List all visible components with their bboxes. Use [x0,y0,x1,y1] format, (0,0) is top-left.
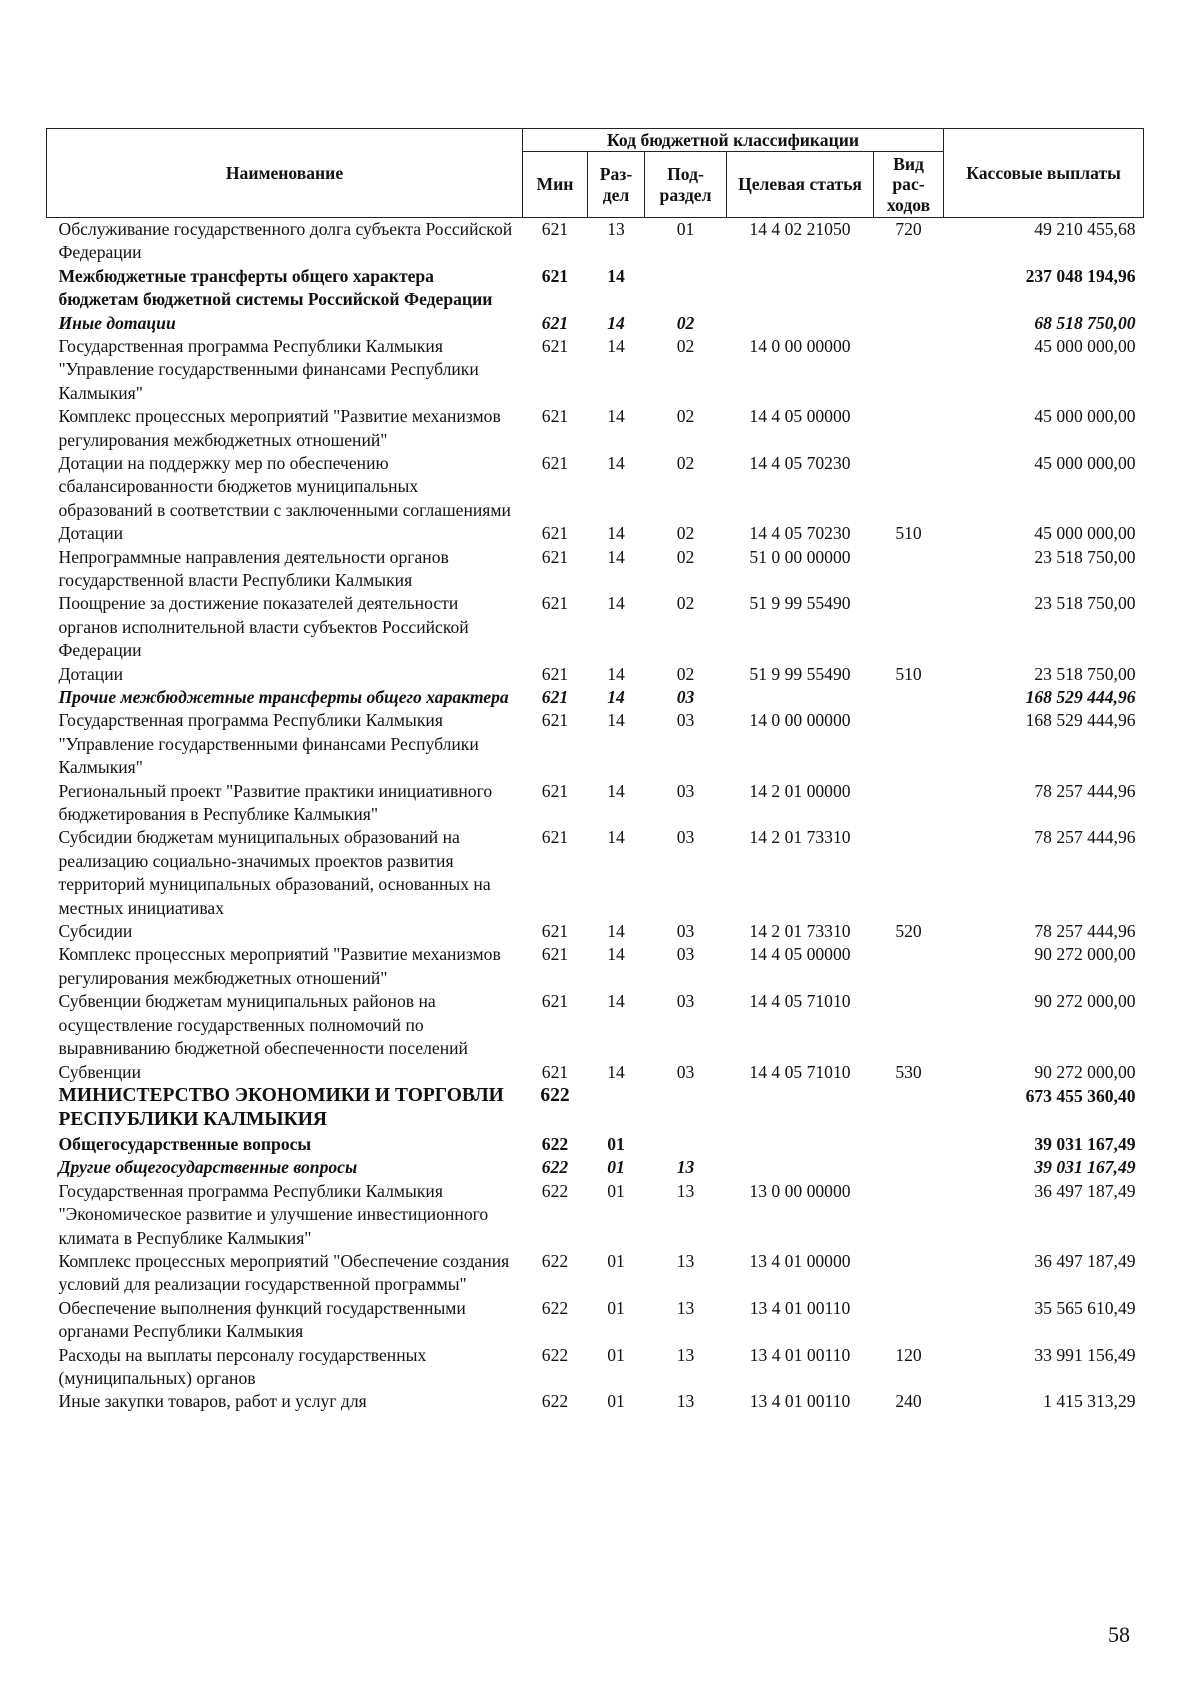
row-razdel: 13 [607,218,625,239]
row-target-article: 13 4 01 00000 [749,1250,851,1271]
header-classification-group: Код бюджетной классификации [523,129,944,152]
row-ministry-code: 621 [541,687,569,707]
row-razdel: 14 [607,944,625,965]
row-ministry-code: 622 [541,1391,569,1412]
row-name: Непрограммные направления деятельности органов государственной власти Республики Калмыкия [58,546,449,590]
row-ministry-code: 621 [541,312,569,333]
table-row [47,1180,1144,1250]
table-row [47,780,1144,827]
row-razdel: 14 [607,827,625,848]
row-expense-type [874,265,944,312]
row-podrazdel: 03 [676,921,695,942]
row-name: Комплекс процессных мероприятий "Развитие механизмов регулирования межбюджетных отношений" [58,406,501,450]
row-podrazdel: 03 [676,1061,695,1082]
row-target-article: 13 4 01 00110 [749,1391,851,1412]
row-ministry-code: 622 [541,1344,569,1365]
row-ministry-code: 622 [541,1250,569,1271]
header-razdel: Раз-дел [588,152,645,218]
row-podrazdel: 02 [676,593,695,614]
row-amount: 1 415 313,29 [1043,1391,1136,1412]
row-razdel: 14 [607,710,625,731]
row-ministry-code: 621 [541,452,569,473]
row-ministry-code: 622 [540,1084,570,1106]
row-ministry-code: 622 [541,1180,569,1201]
row-ministry-code: 621 [541,218,569,239]
header-min: Мин [523,152,588,218]
row-podrazdel: 03 [676,710,695,731]
row-ministry-code: 621 [541,523,569,544]
header-name: Наименование [47,129,523,218]
row-expense-type [874,780,944,827]
row-name: Обеспечение выполнения функций государственными органами Республики Калмыкия [58,1297,466,1342]
row-podrazdel: 02 [676,312,695,333]
row-expense-type [874,335,944,405]
table-row [47,1390,1144,1413]
row-name: Комплекс процессных мероприятий "Развитие механизмов регулирования межбюджетных отношений" [58,944,501,988]
row-amount: 45 000 000,00 [1034,452,1136,473]
row-ministry-code: 621 [541,265,569,286]
row-amount: 49 210 455,68 [1034,218,1136,239]
table-row [47,1344,1144,1391]
row-podrazdel: 13 [676,1297,695,1318]
row-expense-type [874,826,944,920]
row-podrazdel: 13 [676,1250,695,1271]
row-amount: 90 272 000,00 [1034,1061,1136,1082]
row-name: Поощрение за достижение показателей деятельности органов исполнительной власти субъектов Российской Федерации [58,593,469,661]
row-razdel: 01 [607,1133,625,1154]
table-row [47,1061,1144,1084]
row-name: Расходы на выплаты персоналу государственных (муниципальных) органов [58,1344,427,1388]
row-amount: 90 272 000,00 [1034,944,1136,965]
table-body [47,217,1144,1413]
row-podrazdel: 02 [676,546,695,567]
row-amount: 39 031 167,49 [1034,1133,1136,1154]
row-expense-type [874,312,944,335]
row-expense-type [874,686,944,709]
row-ministry-code: 622 [541,1297,569,1318]
row-ministry-code: 621 [541,827,569,848]
row-target-article: 51 9 99 55490 [749,593,851,614]
row-name: Межбюджетные трансферты общего характера бюджетам бюджетной системы Российской Федерации [58,265,493,310]
row-name: Государственная программа Республики Калмыкия "Управление государственными финансами Республики Калмыкия" [58,710,479,778]
row-amount: 35 565 610,49 [1034,1297,1136,1318]
row-razdel: 14 [607,687,625,707]
row-amount: 33 991 156,49 [1034,1344,1136,1365]
row-razdel: 01 [607,1297,625,1318]
header-target-article: Целевая статья [727,152,874,218]
row-amount: 673 455 360,40 [1025,1085,1136,1106]
row-podrazdel: 03 [676,827,695,848]
row-amount: 39 031 167,49 [1034,1157,1136,1178]
row-target-article [727,1084,874,1133]
row-amount: 23 518 750,00 [1034,546,1136,567]
table-row [47,709,1144,779]
row-amount: 78 257 444,96 [1034,921,1136,942]
row-expense-type [874,1084,944,1133]
table-row [47,312,1144,335]
row-name: Дотации на поддержку мер по обеспечению сбалансированности бюджетов муниципальных образований в соответствии с заключенными соглашениями [58,452,511,520]
row-amount: 68 518 750,00 [1034,312,1136,333]
row-name: Субсидии [58,921,133,942]
row-amount: 45 000 000,00 [1034,523,1136,544]
row-ministry-code: 621 [541,406,569,427]
row-expense-type [874,592,944,662]
table-row [47,335,1144,405]
row-target-article: 14 0 00 00000 [749,710,851,731]
row-target-article: 14 4 05 00000 [749,944,851,965]
row-amount: 237 048 194,96 [1025,265,1136,286]
row-ministry-code: 622 [541,1157,569,1178]
row-name: Общегосударственные вопросы [58,1133,312,1154]
budget-table [46,128,1144,1414]
row-ministry-code: 621 [541,991,569,1012]
row-name: Иные закупки товаров, работ и услуг для [58,1391,367,1412]
row-amount: 36 497 187,49 [1034,1180,1136,1201]
row-name: Государственная программа Республики Калмыкия "Управление государственными финансами Республики Калмыкия" [58,335,479,403]
table-row [47,920,1144,943]
row-amount: 168 529 444,96 [1025,687,1136,707]
row-ministry-code: 621 [541,710,569,731]
row-target-article: 14 2 01 73310 [749,827,851,848]
row-expense-type: 530 [895,1061,922,1082]
budget-table-page [46,128,1143,1414]
table-row [47,522,1144,545]
row-ministry-code: 621 [541,944,569,965]
row-target-article: 14 4 05 70230 [749,523,851,544]
row-podrazdel [645,1133,727,1156]
row-name: Другие общегосударственные вопросы [58,1157,358,1178]
row-amount: 45 000 000,00 [1034,335,1136,356]
row-target-article: 51 0 00 00000 [749,546,851,567]
row-podrazdel: 03 [676,991,695,1012]
row-podrazdel: 02 [676,335,695,356]
table-header [47,129,1144,218]
row-razdel: 01 [607,1391,625,1412]
row-target-article: 13 0 00 00000 [749,1180,851,1201]
table-row [47,452,1144,522]
row-name: Региональный проект "Развитие практики инициативного бюджетирования в Республике Калмыкия" [58,780,493,825]
row-expense-type [874,709,944,779]
row-razdel: 14 [607,523,625,544]
row-target-article: 51 9 99 55490 [749,663,851,684]
row-ministry-code: 622 [541,1133,569,1154]
row-razdel [588,1084,645,1133]
row-target-article: 14 4 05 70230 [749,452,851,473]
row-amount: 45 000 000,00 [1034,406,1136,427]
row-name: Комплекс процессных мероприятий "Обеспечение создания условий для реализации государственной программы" [58,1250,510,1295]
header-expense-type: Вид рас-ходов [874,152,944,218]
row-podrazdel: 13 [676,1157,695,1178]
row-expense-type [874,1133,944,1156]
row-expense-type: 510 [895,663,922,684]
row-target-article: 14 4 05 71010 [749,991,851,1012]
row-target-article [727,1156,874,1179]
row-ministry-code: 621 [541,546,569,567]
row-razdel: 14 [607,406,625,427]
row-podrazdel [645,265,727,312]
row-podrazdel [645,1084,727,1133]
row-name: Иные дотации [58,312,176,333]
row-expense-type: 240 [895,1391,922,1412]
page-number: 58 [1108,1622,1130,1647]
row-podrazdel: 03 [676,944,695,965]
table-row [47,217,1144,264]
table-row [47,405,1144,452]
row-ministry-code: 621 [541,1061,569,1082]
row-name: Субвенции [58,1061,141,1082]
row-expense-type [874,405,944,452]
row-podrazdel: 02 [676,523,695,544]
row-podrazdel: 13 [676,1180,695,1201]
row-expense-type: 720 [895,218,922,239]
row-expense-type [874,452,944,522]
row-expense-type [874,546,944,593]
row-name: Прочие межбюджетные трансферты общего характера [58,687,509,707]
table-row [47,1297,1144,1344]
row-ministry-code: 621 [541,921,569,942]
row-target-article: 14 2 01 00000 [749,780,851,801]
row-razdel: 01 [607,1250,625,1271]
row-amount: 78 257 444,96 [1034,827,1136,848]
row-expense-type [874,1156,944,1179]
table-row [47,1084,1144,1133]
row-target-article [727,312,874,335]
row-podrazdel: 01 [676,218,695,239]
table-row [47,1156,1144,1179]
row-ministry-code: 621 [541,335,569,356]
row-podrazdel: 03 [676,687,695,707]
row-target-article [727,686,874,709]
row-expense-type [874,990,944,1060]
row-podrazdel: 03 [676,780,695,801]
row-podrazdel: 02 [676,452,695,473]
row-target-article: 14 4 05 00000 [749,406,851,427]
row-expense-type [874,1297,944,1344]
table-row [47,686,1144,709]
header-sum: Кассовые выплаты [944,129,1144,218]
table-row [47,826,1144,920]
row-amount: 23 518 750,00 [1034,663,1136,684]
row-name: Субвенции бюджетам муниципальных районов на осуществление государственных полномочий по выравниванию бюджетной обеспеченности поселений [58,991,468,1059]
row-razdel: 01 [607,1157,625,1178]
row-target-article: 13 4 01 00110 [749,1344,851,1365]
row-razdel: 14 [607,780,625,801]
table-row [47,990,1144,1060]
row-amount: 36 497 187,49 [1034,1250,1136,1271]
row-name: Дотации [58,523,124,544]
table-row [47,663,1144,686]
table-row [47,265,1144,312]
row-expense-type: 510 [895,523,922,544]
row-expense-type [874,943,944,990]
row-amount: 168 529 444,96 [1025,710,1136,731]
row-name: Субсидии бюджетам муниципальных образований на реализацию социально-значимых проектов развития территорий муниципальных образований, основанных на местных инициативах [58,827,491,918]
row-ministry-code: 621 [541,780,569,801]
row-razdel: 14 [607,452,625,473]
row-razdel: 14 [607,265,625,286]
table-row [47,1133,1144,1156]
row-target-article [727,265,874,312]
row-target-article: 14 4 02 21050 [749,218,851,239]
row-podrazdel: 13 [676,1344,695,1365]
row-expense-type: 120 [895,1344,922,1365]
row-razdel: 14 [607,546,625,567]
row-ministry-code: 621 [541,663,569,684]
row-podrazdel: 02 [676,663,695,684]
row-target-article: 14 4 05 71010 [749,1061,851,1082]
table-row [47,943,1144,990]
row-razdel: 01 [607,1344,625,1365]
table-row [47,592,1144,662]
row-razdel: 14 [607,1061,625,1082]
row-target-article: 13 4 01 00110 [749,1297,851,1318]
row-razdel: 14 [607,312,625,333]
row-amount: 23 518 750,00 [1034,593,1136,614]
row-razdel: 14 [607,335,625,356]
row-name: Государственная программа Республики Калмыкия "Экономическое развитие и улучшение инвестиционного климата в Республике Калмыкия" [58,1180,489,1248]
table-row [47,1250,1144,1297]
row-amount: 78 257 444,96 [1034,780,1136,801]
row-expense-type [874,1180,944,1250]
row-podrazdel: 13 [676,1391,695,1412]
row-ministry-code: 621 [541,593,569,614]
table-row [47,546,1144,593]
row-name: Обслуживание государственного долга субъекта Российской Федерации [58,218,513,263]
row-razdel: 14 [607,663,625,684]
row-target-article: 14 2 01 73310 [749,921,851,942]
row-name: МИНИСТЕРСТВО ЭКОНОМИКИ И ТОРГОВЛИ РЕСПУБЛИКИ КАЛМЫКИЯ [58,1084,504,1131]
row-amount: 90 272 000,00 [1034,991,1136,1012]
row-razdel: 01 [607,1180,625,1201]
row-razdel: 14 [607,593,625,614]
row-expense-type: 520 [895,921,922,942]
row-name: Дотации [58,663,124,684]
row-razdel: 14 [607,991,625,1012]
row-target-article: 14 0 00 00000 [749,335,851,356]
row-razdel: 14 [607,921,625,942]
row-expense-type [874,1250,944,1297]
row-podrazdel: 02 [676,406,695,427]
header-podrazdel: Под-раздел [645,152,727,218]
row-target-article [727,1133,874,1156]
